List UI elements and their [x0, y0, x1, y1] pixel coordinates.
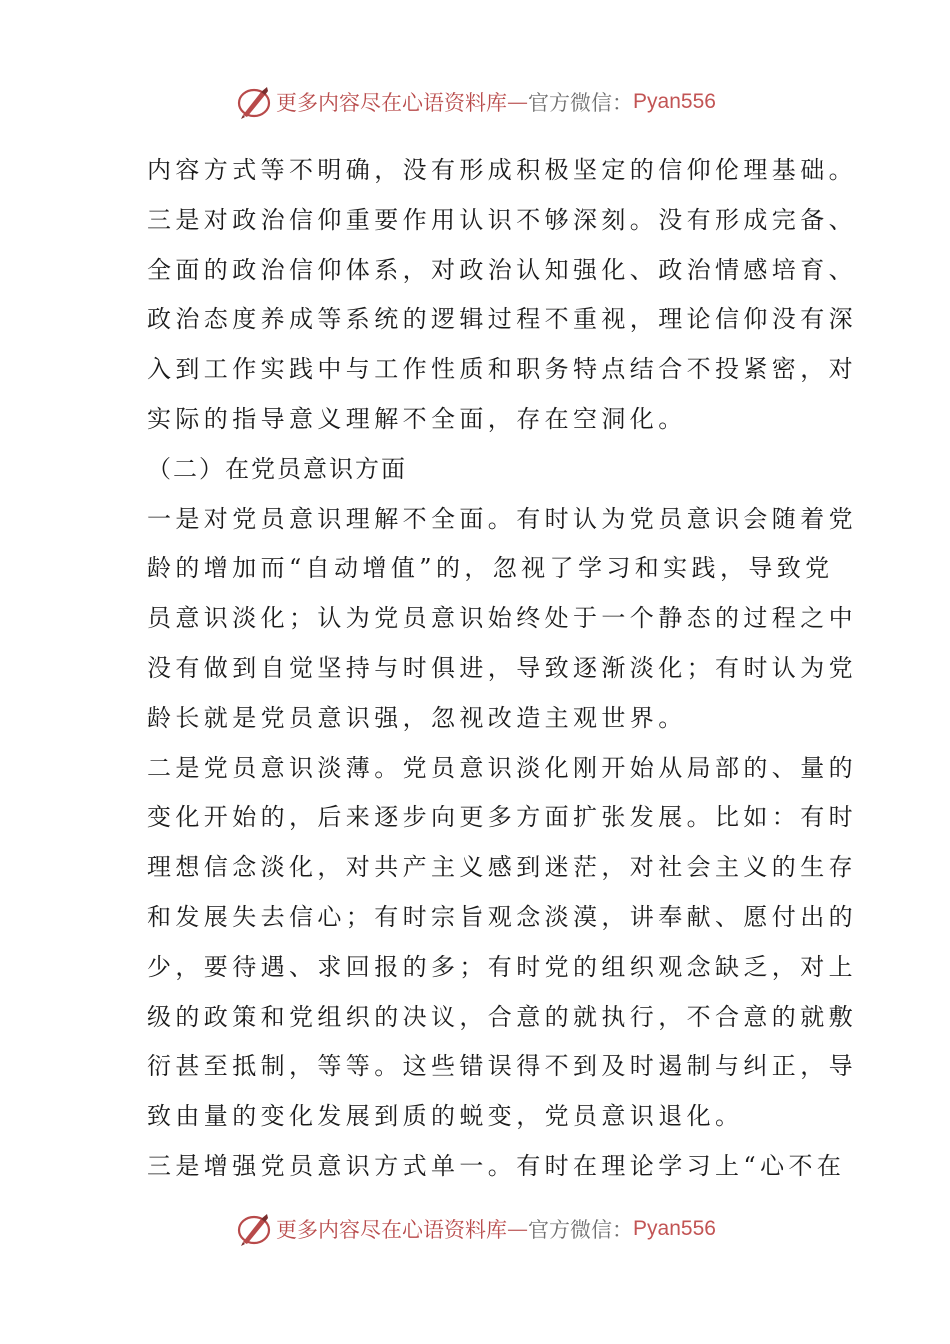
banner-wechat-id: Pyan556: [633, 1217, 716, 1240]
header-banner: [0, 82, 950, 122]
body-line: 没有做到自觉坚持与时俱进，导致逐渐淡化；有时认为党: [147, 653, 857, 682]
pen-circle-logo-icon: [234, 1209, 274, 1249]
footer-banner: [0, 1209, 950, 1249]
body-line: 变化开始的，后来逐步向更多方面扩张发展。比如：有时: [147, 803, 857, 832]
banner-main-text: 更多内容尽在心语资料库: [276, 91, 508, 115]
body-line: 全面的政治信仰体系，对政治认知强化、政治情感培育、: [147, 255, 857, 284]
body-line: 一是对党员意识理解不全面。有时认为党员意识会随着党: [147, 504, 857, 533]
banner-official-label: 官方微信：: [528, 91, 634, 115]
document-body: [147, 146, 857, 1192]
pen-circle-logo-icon: [234, 82, 274, 122]
body-line: 内容方式等不明确，没有形成积极坚定的信仰伦理基础。: [147, 156, 857, 184]
section-heading: （二）在党员意识方面: [147, 454, 407, 483]
banner-main-text: 更多内容尽在心语资料库: [276, 1218, 508, 1242]
body-line: 二是党员意识淡薄。党员意识淡化刚开始从局部的、量的: [147, 753, 857, 782]
body-line: 三是对政治信仰重要作用认识不够深刻。没有形成完备、: [147, 205, 857, 234]
body-line: 员意识淡化；认为党员意识始终处于一个静态的过程之中: [147, 604, 857, 633]
body-line: 实际的指导意义理解不全面，存在空洞化。: [147, 404, 687, 433]
banner-dash: —: [507, 90, 529, 114]
banner-dash: —: [507, 1217, 529, 1241]
body-line: 衍甚至抵制，等等。这些错误得不到及时遏制与纠正，导: [147, 1052, 857, 1081]
body-line: 政治态度养成等系统的逻辑过程不重视，理论信仰没有深: [147, 305, 857, 334]
body-line: 理想信念淡化，对共产主义感到迷茫，对社会主义的生存: [147, 853, 857, 882]
body-line: 三是增强党员意识方式单一。有时在理论学习上“心不在: [147, 1151, 846, 1180]
banner-wechat-id: Pyan556: [633, 90, 716, 113]
body-line: 龄的增加而“自动增值”的，忽视了学习和实践，导致党: [147, 554, 834, 583]
body-line: 级的政策和党组织的决议，合意的就执行，不合意的就敷: [147, 1002, 857, 1031]
body-line: 入到工作实践中与工作性质和职务特点结合不投紧密，对: [147, 355, 857, 384]
body-line: 龄长就是党员意识强，忽视改造主观世界。: [147, 703, 687, 732]
banner-official-label: 官方微信：: [528, 1218, 634, 1242]
body-line: 致由量的变化发展到质的蜕变，党员意识退化。: [147, 1102, 744, 1131]
body-line: 少，要待遇、求回报的多；有时党的组织观念缺乏，对上: [147, 952, 857, 981]
body-line: 和发展失去信心；有时宗旨观念淡漠，讲奉献、愿付出的: [147, 902, 857, 931]
